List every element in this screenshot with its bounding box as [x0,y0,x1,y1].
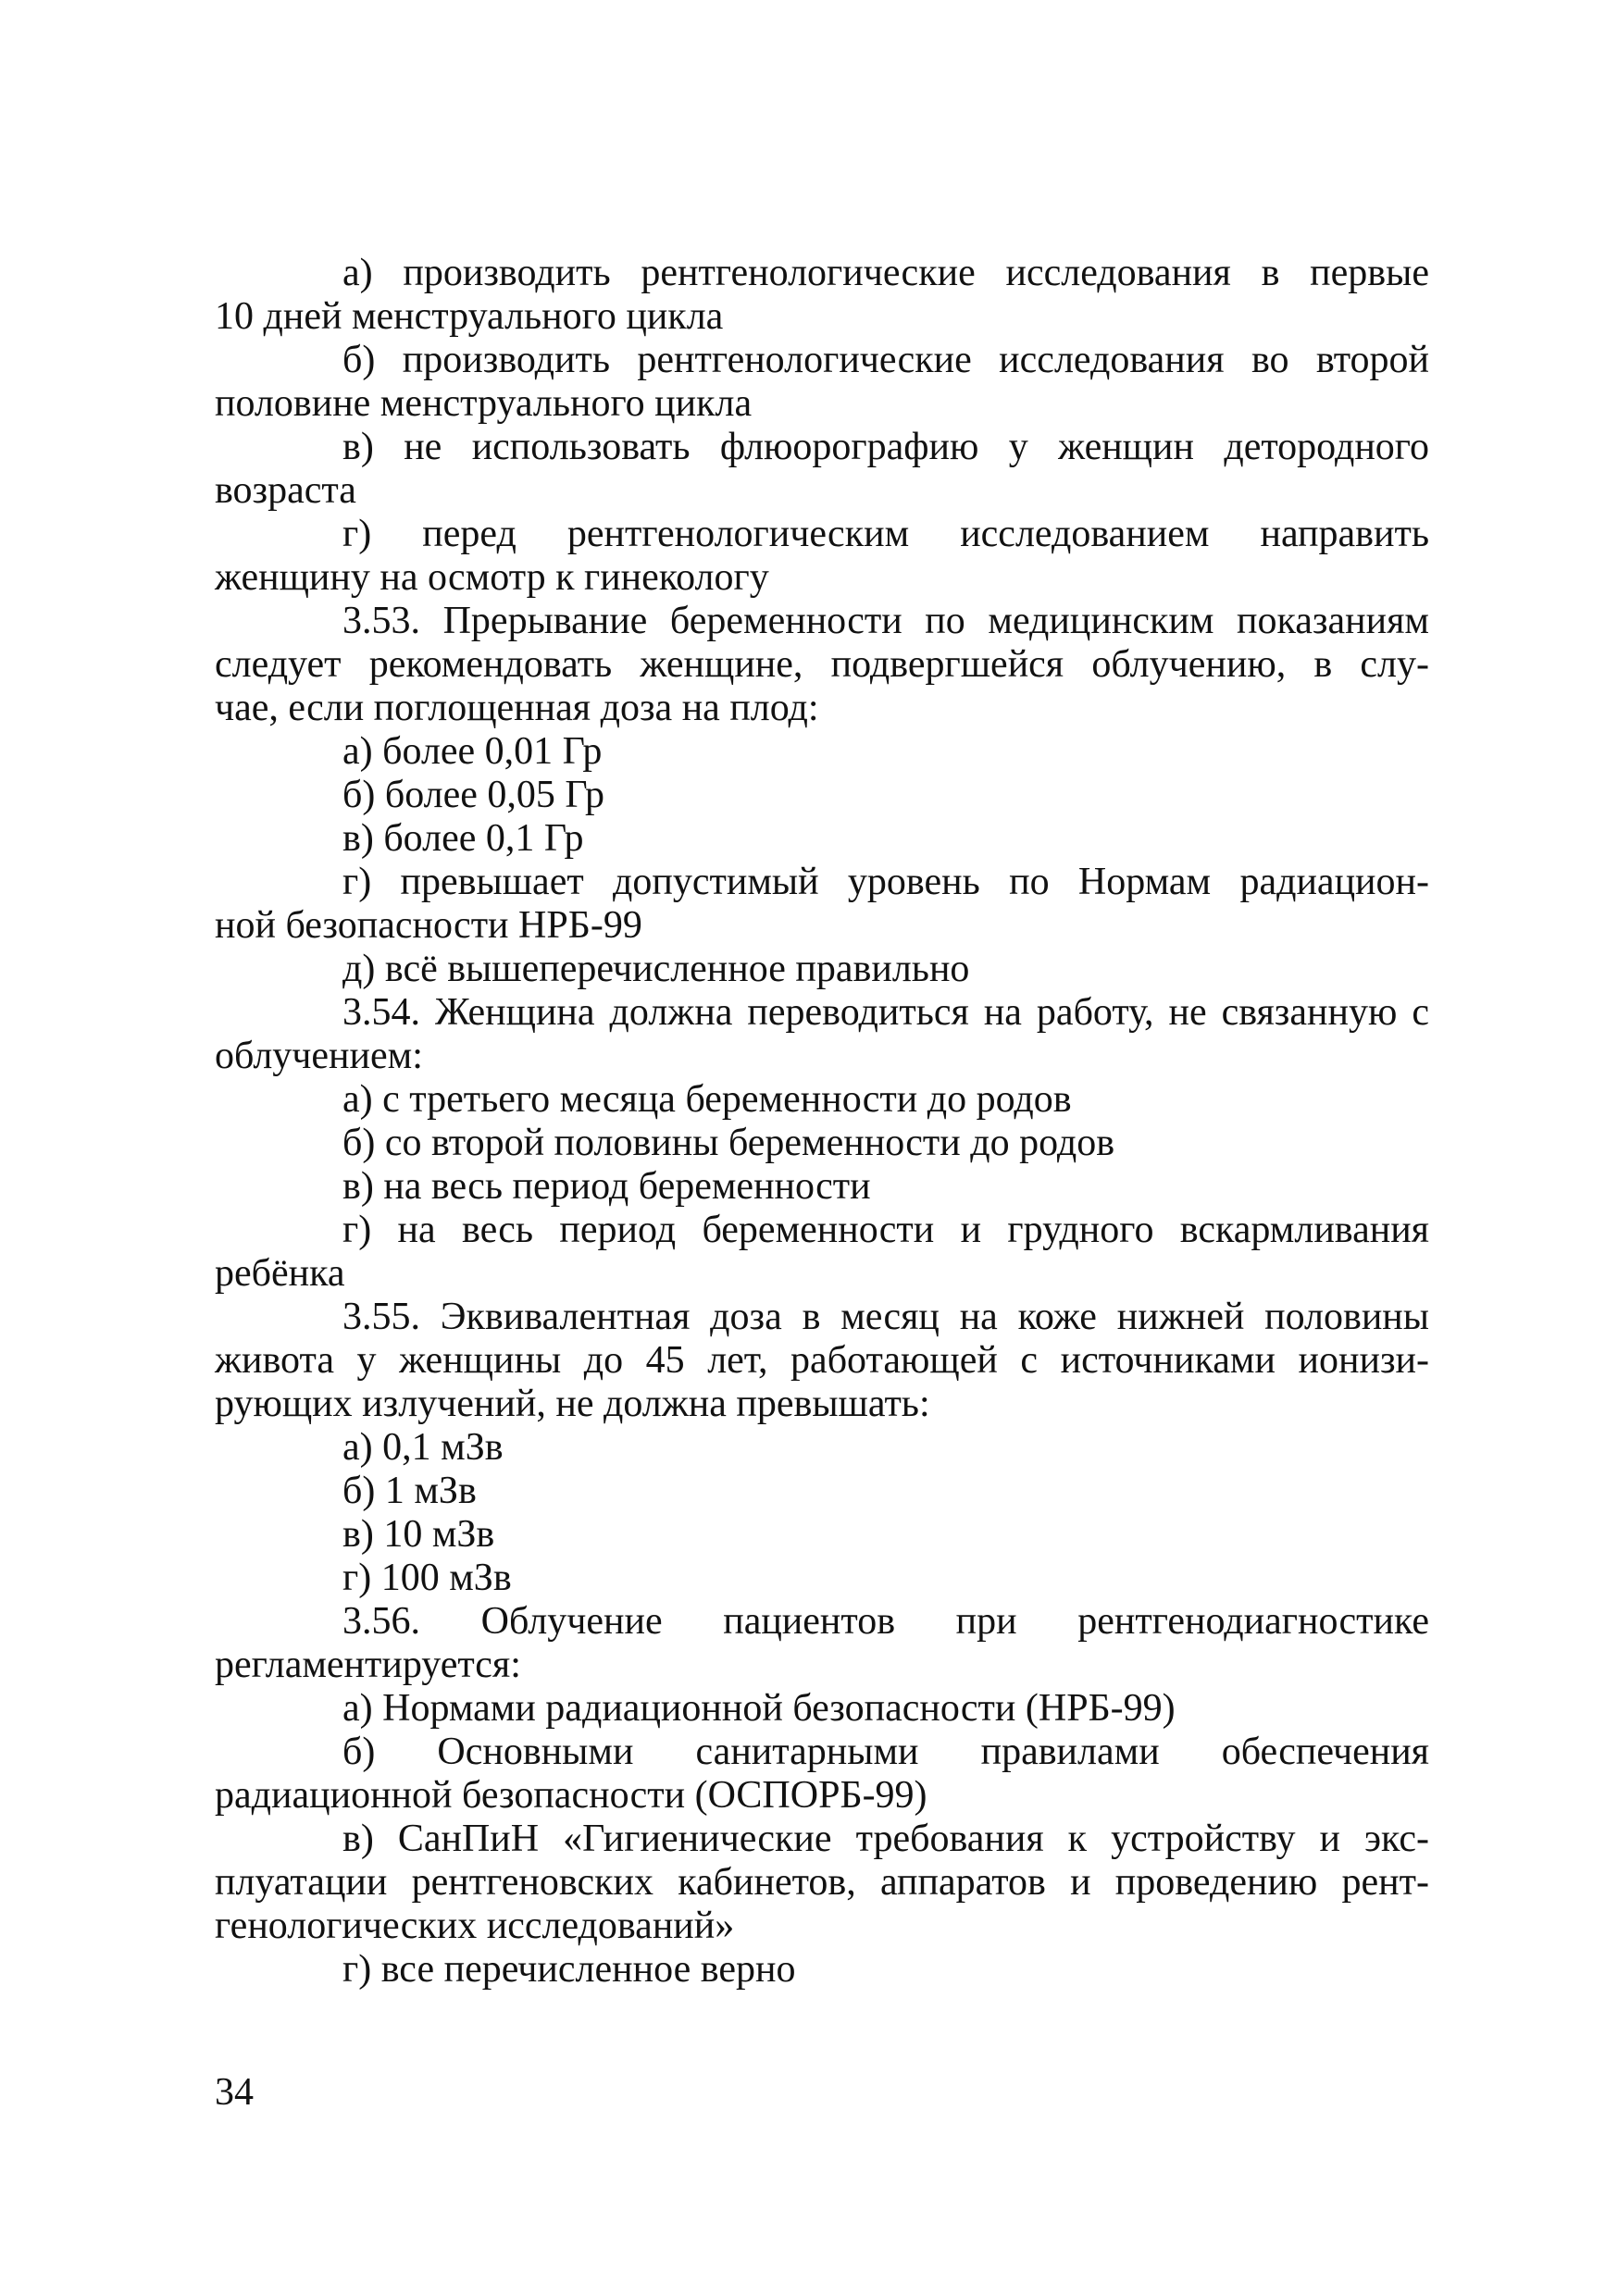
text-line: облучением: [215,1035,423,1077]
text-line: г) перед рентгенологическим исследованием направить [342,513,1429,555]
text-line: г) 100 мЗв [342,1557,512,1599]
body-text [215,252,1429,1992]
text-line: а) Нормами радиационной безопасности (НРБ-99) [342,1687,1176,1730]
text-line: в) СанПиН «Гигиенические требования к устройству и экс- [342,1818,1429,1860]
text-line: регламентируется: [215,1644,521,1686]
text-line: в) на весь период беременности [342,1165,871,1208]
text-line: 10 дней менструального цикла [215,295,724,338]
text-line: в) более 0,1 Гр [342,817,584,860]
text-line: а) производить рентгенологические исследования в первые [342,252,1429,294]
text-line: б) более 0,05 Гр [342,774,605,816]
text-line: 3.55. Эквивалентная доза в месяц на коже нижней половины [342,1296,1429,1338]
text-line: генологических исследований» [215,1905,735,1947]
text-line: а) с третьего месяца беременности до родов [342,1078,1072,1121]
text-line: рующих излучений, не должна превышать: [215,1383,930,1425]
text-line: б) 1 мЗв [342,1470,477,1512]
text-line: плуатации рентгеновских кабинетов, аппаратов и проведению рент- [215,1861,1429,1904]
text-line: в) не использовать флюорографию у женщин детородного [342,426,1429,468]
text-line: 3.56. Облучение пациентов при рентгенодиагностике [342,1600,1429,1643]
text-line: а) 0,1 мЗв [342,1426,504,1469]
text-line: возраста [215,469,356,512]
text-line: а) более 0,01 Гр [342,730,603,773]
text-line: б) со второй половины беременности до родов [342,1122,1115,1164]
text-line: следует рекомендовать женщине, подвергшейся облучению, в слу- [215,643,1429,686]
text-line: женщину на осмотр к гинекологу [215,556,769,599]
text-line: 3.53. Прерывание беременности по медицинским показаниям [342,600,1429,642]
page-number: 34 [215,2071,254,2114]
text-line: б) Основными санитарными правилами обеспечения [342,1731,1429,1773]
text-line: д) всё вышеперечисленное правильно [342,948,970,990]
text-line: ребёнка [215,1252,345,1295]
text-line: г) превышает допустимый уровень по Нормам радиацион- [342,861,1429,903]
text-line: чае, если поглощенная доза на плод: [215,687,819,729]
text-line: б) производить рентгенологические исследования во второй [342,339,1429,381]
text-line: г) на весь период беременности и грудного вскармливания [342,1209,1429,1251]
text-line: 3.54. Женщина должна переводиться на работу, не связанную с [342,991,1429,1034]
text-line: ной безопасности НРБ-99 [215,904,642,947]
text-line: живота у женщины до 45 лет, работающей с источниками ионизи- [215,1339,1429,1382]
text-line: радиационной безопасности (ОСПОРБ-99) [215,1774,927,1817]
text-line: половине менструального цикла [215,382,753,425]
text-line: г) все перечисленное верно [342,1948,796,1991]
text-line: в) 10 мЗв [342,1513,495,1556]
